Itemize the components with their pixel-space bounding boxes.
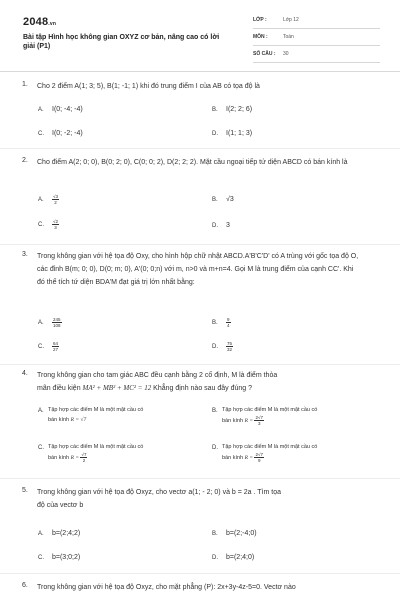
option-a[interactable] [38, 530, 80, 537]
logo-text: 2048 [23, 16, 49, 28]
fraction-denominator: 2 [54, 200, 57, 205]
meta-row-count [253, 46, 380, 63]
option-label: B. [212, 531, 218, 537]
fraction [52, 219, 59, 230]
option-d[interactable] [212, 130, 252, 137]
fraction [254, 452, 263, 463]
option-text: Tập hợp các điểm M là một mặt cầu có [222, 407, 318, 413]
option-text: b=(2;-4;0) [226, 530, 257, 537]
option-d[interactable] [212, 341, 233, 352]
fraction-denominator: 9 [257, 458, 261, 463]
meta-key: LỚP : [253, 17, 267, 23]
fraction-denominator: 3 [257, 421, 261, 426]
option-d[interactable] [212, 442, 317, 463]
question-number: 3. [22, 251, 28, 258]
question-number: 6. [22, 582, 28, 589]
option-body [48, 405, 143, 425]
question-text: Trong không gian với hệ tọa độ Oxyz, cho mặt phẳng (P): 2x+3y-4z-5=0. Vectơ nào [37, 584, 296, 591]
fraction [226, 341, 233, 352]
option-b[interactable] [212, 530, 257, 537]
option-c[interactable] [38, 341, 59, 352]
question-divider [0, 148, 400, 149]
question-divider [0, 573, 400, 574]
option-text: I(0; -4; -4) [52, 106, 83, 113]
question-number: 5. [22, 487, 28, 494]
question-text [37, 486, 382, 512]
question-text: Cho 2 điểm A(1; 3; 5), B(1; -1; 1) khi đó trung điểm I của AB có tọa độ là [37, 83, 260, 90]
question-text: Cho điểm A(2; 0; 0), B(0; 2; 0), C(0; 0; 2), D(2; 2; 2). Mặt cầu ngoại tiếp tứ diện ABCD có bán kính là [37, 159, 348, 166]
fraction [80, 452, 87, 463]
fraction-denominator: 2 [82, 458, 86, 463]
fraction-numerator: 245 [53, 317, 61, 322]
option-label: D. [212, 555, 218, 561]
question-text-line [37, 382, 382, 395]
option-text: I(2; 2; 6) [226, 106, 253, 113]
option-text: bán kính [48, 454, 71, 461]
question-text-line: Trong không gian cho tam giác ABC đều cạnh bằng 2 cố định, M là điểm thỏa [37, 372, 278, 379]
math-expression: R = [244, 417, 255, 424]
option-c[interactable] [38, 130, 83, 137]
text-segment: Khẳng định nào sau đây đúng ? [151, 385, 253, 392]
fraction-numerator: 9 [227, 317, 230, 322]
option-b[interactable] [212, 405, 317, 426]
option-text: 3 [226, 222, 230, 229]
option-a[interactable] [38, 106, 83, 113]
document-header [0, 0, 400, 64]
question-text-line: độ của vectơ b [37, 502, 84, 509]
option-text: I(1; 1; 3) [226, 130, 253, 137]
option-label: A. [38, 107, 44, 113]
meta-table [253, 12, 380, 63]
fraction [52, 317, 62, 328]
option-label: D. [212, 344, 218, 351]
math-expression: MA² + MB² + MC² = 12 [82, 384, 152, 392]
option-label: D. [212, 445, 218, 451]
option-a[interactable] [38, 194, 59, 205]
option-label: A. [38, 197, 44, 204]
option-label: A. [38, 408, 44, 414]
option-label: B. [212, 197, 218, 203]
meta-key: MÔN : [253, 34, 268, 40]
option-a[interactable] [38, 317, 62, 328]
fraction-numerator: 2√7 [255, 452, 263, 457]
option-text: bán kính [48, 417, 71, 423]
meta-value: 30 [283, 51, 289, 57]
option-c[interactable] [38, 554, 80, 561]
fraction [52, 194, 59, 205]
fraction-denominator: 27 [53, 347, 59, 352]
question-text-line: Trong không gian với hệ tọa độ Oxyz, cho vectơ a(1; - 2; 0) và b = 2a . Tìm tọa [37, 489, 281, 496]
meta-value: Lớp 12 [283, 17, 299, 23]
fraction-denominator: 32 [227, 347, 233, 352]
option-c[interactable] [38, 219, 59, 230]
option-b[interactable] [212, 317, 231, 328]
fraction [226, 317, 231, 328]
meta-key: SỐ CÂU : [253, 51, 276, 57]
meta-row-class [253, 12, 380, 29]
option-label: C. [38, 445, 44, 451]
option-label: C. [38, 131, 44, 137]
fraction [52, 341, 59, 352]
option-label: A. [38, 320, 44, 327]
header-divider [0, 71, 400, 72]
text-segment: mãn điều kiện [37, 385, 83, 392]
meta-row-subject [253, 29, 380, 46]
option-label: C. [38, 222, 44, 229]
option-body [222, 442, 317, 463]
option-label: B. [212, 107, 218, 113]
page-title: Bài tập Hình học không gian OXYZ cơ bản, nâng cao có lời giải (P1) [23, 34, 220, 50]
option-text: b=(2;4;2) [52, 530, 81, 537]
option-body [222, 405, 317, 426]
question-text: Trong không gian với hệ tọa độ Oxy, cho hình hộp chữ nhật ABCD.A'B'C'D' có A trùng với gốc tọa độ O, các đỉnh B(m; 0; 0), D(0; m; 0), A'(0; 0;n) với m, n>0 và m+n=4. Gọi M là trung điểm của cạnh CC'. Khi đó thể tích tứ diện BDA'M đạt giá trị lớn nhất bằng: [37, 253, 359, 286]
fraction-numerator: 75 [227, 341, 233, 346]
option-text: bán kính [222, 454, 245, 461]
option-label: C. [38, 555, 44, 561]
logo-suffix: .vn [48, 21, 57, 27]
math-expression: R = √7 [70, 417, 87, 423]
option-d[interactable] [212, 222, 230, 229]
option-label: B. [212, 408, 218, 414]
option-text: Tập hợp các điểm M là một mặt cầu có [48, 444, 144, 450]
question-number: 1. [22, 81, 28, 88]
meta-value: Toán [283, 34, 294, 40]
option-text: b=(3;0;2) [52, 554, 81, 561]
fraction-numerator: √7 [81, 452, 87, 457]
fraction-numerator: 2√7 [255, 415, 263, 420]
option-text: Tập hợp các điểm M là một mặt cầu có [48, 407, 144, 413]
question-divider [0, 244, 400, 245]
fraction-numerator: √2 [53, 219, 58, 224]
question-number: 2. [22, 157, 28, 164]
option-label: D. [212, 223, 218, 229]
question-divider [0, 364, 400, 365]
option-b[interactable] [212, 196, 234, 203]
fraction-denominator: 108 [53, 323, 61, 328]
fraction [254, 415, 263, 426]
site-logo[interactable] [23, 16, 56, 28]
question-divider [0, 478, 400, 479]
fraction-denominator: 3 [54, 225, 57, 230]
option-text: √3 [226, 196, 234, 203]
option-text: Tập hợp các điểm M là một mặt cầu có [222, 444, 318, 450]
option-label: C. [38, 344, 44, 351]
option-label: D. [212, 131, 218, 137]
question-number: 4. [22, 370, 28, 377]
option-text: b=(2;4;0) [226, 554, 255, 561]
question-text [37, 369, 382, 395]
option-text: bán kính [222, 417, 245, 424]
math-expression: R = [70, 454, 81, 461]
option-label: B. [212, 320, 218, 327]
math-expression: R = [244, 454, 255, 461]
fraction-numerator: 64 [53, 341, 59, 346]
option-d[interactable] [212, 554, 254, 561]
option-body [48, 442, 143, 463]
option-b[interactable] [212, 106, 252, 113]
fraction-numerator: √3 [53, 194, 58, 199]
option-a[interactable] [38, 405, 143, 425]
option-c[interactable] [38, 442, 143, 463]
option-label: A. [38, 531, 44, 537]
fraction-denominator: 4 [227, 323, 230, 328]
option-text: I(0; -2; -4) [52, 130, 83, 137]
